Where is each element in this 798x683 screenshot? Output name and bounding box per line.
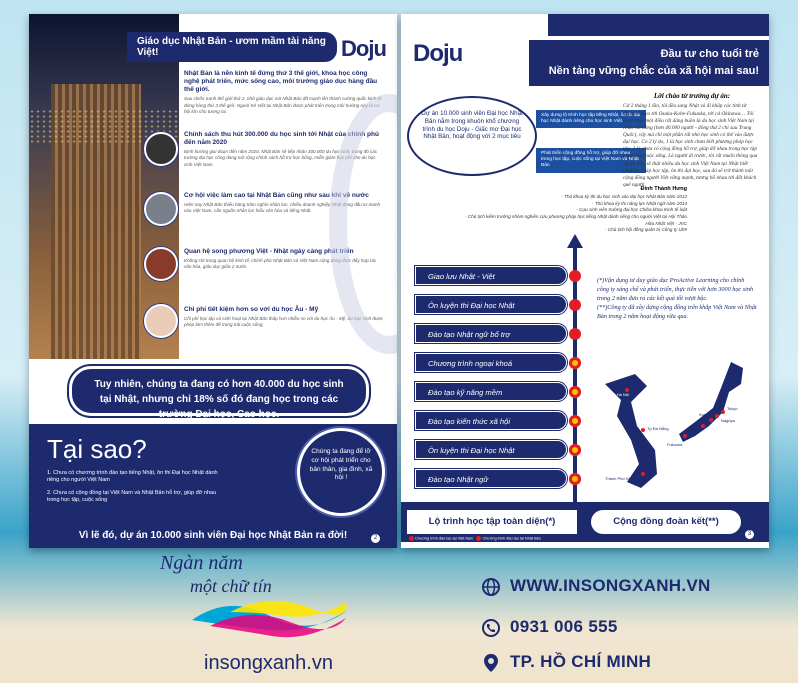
highlight-box: Tuy nhiên, chúng ta đang có hơn 40.000 du học sinh tại Nhật, nhưng chỉ 18% số đó đang học trong các trường Đại học, Cao học. <box>69 366 369 416</box>
globe-icon <box>480 576 502 598</box>
footer-left-label: Lộ trình học tập toàn diện(*) <box>407 510 577 534</box>
founder-cv: Đinh Thành Hưng - Thủ khoa kỳ thi du học sinh vào đại học Nhật Bản năm 2012 - Thủ khoa kỳ thi năng lực Nhật ngữ năm 2014 - Cựu sinh viên trường đại học Chiba khoa Kinh tế luật - Chủ tịch kiêm trưởng nhóm nghiên cứu phương pháp học tiếng Nhật dành riêng cho người Việt tại Hội Thảo Hữu Nhật Việt - JVC - Chủ tịch hội đồng quản trị Công ty Uh9 <box>465 186 687 233</box>
item-photo <box>144 192 178 226</box>
item-photo <box>144 247 178 281</box>
page-number: 2 <box>371 534 380 543</box>
roadmap-step: Ôn luyện thi Đại học Nhật <box>415 440 567 459</box>
footnotes: (*)Vận dụng tư duy giáo dục ProActive Learning cho chính công ty sáng chế và phát triển, thực tiễn với hơn 3000 học sinh trong 2 năm đưa ra các kết quả tốt vượt bậc. (**)Công ty đã xây dựng cộng đồng trên khắp Việt Nam và Nhật Bản trong 2 năm hoạt động vừa qua. <box>597 277 757 320</box>
why-point: 2. Chưa có cộng đồng tại Việt Nam và Nhật Bản hỗ trợ, giúp đỡ nhau trong học tập, cuộc sống <box>47 490 217 504</box>
roadmap-step: Giao lưu Nhật - Việt <box>415 266 567 285</box>
bubble-text: Chúng ta đang để lỡ cơ hội phát triển cho bản thân, gia đình, xã hội ! <box>309 448 373 482</box>
doju-logo: Doju <box>341 36 386 61</box>
vn-program-dot <box>569 328 581 340</box>
doju-logo: Doju <box>413 40 463 67</box>
svg-text:Nagoya: Nagoya <box>721 418 735 423</box>
svg-text:Fukuoka: Fukuoka <box>667 442 683 447</box>
list-item: Cơ hội việc làm cao tại Nhật Bản cũng như sau khi về nước Hiện nay Nhật Bản thiếu hàng trăm nghìn nhân lực, nhiều doanh nghiệp Nhật đang đầu tư mạnh vào Việt Nam, cần nguồn nhân lực hiểu văn hóa và tiếng Nhật. <box>184 192 381 214</box>
left-footer: Vì lẽ đó, dự án 10.000 sinh viên Đại học Nhật Bản ra đời! <box>29 524 397 548</box>
page-number: 3 <box>745 530 754 539</box>
brand-swirl-logo <box>190 590 350 650</box>
right-banner: Đầu tư cho tuổi trẻ Nền tảng vững chắc của xã hội mai sau! <box>529 40 769 86</box>
jp-program-star <box>569 415 581 427</box>
founder-letter: Lời chào từ trưởng dự án: Cứ 2 tháng 1 lần, tôi đều sang Nhật và đi khắp các tỉnh từ Chiba-Tokyo tới Osaka-Kobe-Fukuoka, tới cả Okinawa… Tôi nhận thấy một điều rất đáng buồn là du học sinh Việt Nam tại Nhật rất đông (hơn 40.000 người - đông thứ 2 chỉ sau Trung Quốc), vậy mà chỉ một phần rất nhỏ học sinh có thể vào được đại học. Có 2 lý do, 1 là học sinh chưa biết phương pháp học tập, 2 là chưa có cộng đồng hỗ trợ, giúp đỡ nhau trong học tập cũng như cuộc sống. Là người đi trước, tôi rất muốn thông qua dự án này, sẽ thật nhiều du học sinh Việt Nam tại Nhật biết phương pháp học tập, ôn thi đại học, sau đó sẽ trở thành một cộng đồng người Việt vững mạnh, tương hỗ nhau tới đất khách quê người. <box>623 92 758 188</box>
why-title: Tại sao? <box>47 434 147 464</box>
roadmap-step: Ôn luyện thi Đại học Nhật <box>415 295 567 314</box>
list-item: Chi phí tiết kiệm hơn so với du học Âu - Mỹ Chi phí học tập và sinh hoạt tại Nhật Bản thấp hơn nhiều so với du học Âu - Mỹ, du học sinh được phép làm thêm để trang trải cuộc sống. <box>184 306 383 328</box>
jp-program-star <box>569 357 581 369</box>
vietnam-japan-map <box>591 356 763 504</box>
roadmap-step: Đào tạo Nhật ngữ bổ trợ <box>415 324 567 343</box>
goal-tag: Xây dựng lộ trình học tập tiếng Nhật, ôn thi đại học Nhật dành riêng cho học sinh Việt. <box>536 110 646 128</box>
list-item: Quan hệ song phương Việt - Nhật ngày càng phát triển Không chỉ trong quan hệ kinh tế, chính phủ Nhật Bản và Việt Nam cũng đang thúc đẩy hợp tác văn hóa, giáo dục giữa 2 nước. <box>184 248 377 270</box>
footer-right-label: Cộng đồng đoàn kết(**) <box>591 510 741 534</box>
jp-program-star <box>569 473 581 485</box>
slogan-line1: Ngàn năm <box>160 552 243 574</box>
svg-text:Osaka: Osaka <box>691 426 703 431</box>
brochure-left-page <box>29 14 397 548</box>
list-item: Nhật Bản là nền kinh tế đứng thứ 3 thế giới, khoa học công nghệ phát triển, mức sống cao, môi trường giáo dục hàng đầu thế giới. Sau chiến tranh thế giới thứ 2, nhờ giáo dục mà Nhật Bản đã mạnh lên thành cường quốc kinh tế đứng hàng thứ 3 thế giới. Người trẻ Việt tại Nhật Bản được phát triển trong môi trường này là cơ hội lớn cho tương lai. <box>184 70 382 114</box>
phone-text[interactable]: 0931 006 555 <box>510 617 618 636</box>
city-text: TP. HỒ CHÍ MINH <box>510 652 652 671</box>
roadmap-step: Đào tạo kiến thức xã hội <box>415 411 567 430</box>
roadmap-step: Đào tạo Nhật ngữ <box>415 469 567 488</box>
jp-program-star <box>569 444 581 456</box>
phone-icon <box>480 617 502 639</box>
legend: Chương trình đào tạo tại Việt Nam Chương trình đào tạo tại Nhật Bản <box>409 536 541 541</box>
brochure-right-page <box>401 14 769 548</box>
brand-name: insongxanh.vn <box>204 652 333 674</box>
svg-text:Tp Đà Nẵng: Tp Đà Nẵng <box>647 426 669 431</box>
left-banner: Giáo dục Nhật Bản - ươm mầm tài năng Việt! <box>127 32 337 62</box>
roadmap-step: Chương trình ngoại khoá <box>415 353 567 372</box>
list-item: Chính sách thu hút 300.000 du học sinh tới Nhật của chính phủ đến năm 2020 Định hướng giai đoạn đến năm 2020, Nhật Bản sẽ tiếp nhận 300.000 du học sinh, trong đó các trường đại học công đang mở rộng chính sách hỗ trợ học bổng, miễn giảm học phí cho du học sinh Việt Nam. <box>184 131 379 167</box>
jp-program-star <box>569 386 581 398</box>
website-text[interactable]: WWW.INSONGXANH.VN <box>510 576 711 595</box>
item-photo <box>144 132 178 166</box>
arrow-head <box>567 234 583 248</box>
slogan-line2: một chữ tín <box>190 576 272 596</box>
svg-text:Thành Phố Hồ Chí Minh: Thành Phố Hồ Chí Minh <box>605 476 648 481</box>
why-point: 1. Chưa có chương trình đào tạo tiếng Nhật, ôn thi Đại học Nhật dành riêng cho người Việt Nam <box>47 470 218 484</box>
project-oval: Dự án 10.000 sinh viên Đại học Nhật Bản nằm trong khuôn khổ chương trình du học Doju - Giấc mơ Đại học Nhật Bản, hoạt động với 2 mục tiêu <box>407 96 537 176</box>
svg-text:Tokyo: Tokyo <box>727 406 738 411</box>
japan-shape <box>679 362 743 442</box>
roadmap-step: Đào tạo kỹ năng mềm <box>415 382 567 401</box>
vn-program-dot <box>569 270 581 282</box>
location-pin-icon <box>480 652 502 674</box>
item-photo <box>144 304 178 338</box>
vn-program-dot <box>569 299 581 311</box>
svg-text:Tp Hà Nội: Tp Hà Nội <box>611 392 630 397</box>
goal-tag: Phát triển cộng đồng hỗ trợ, giúp đỡ nhau trong học tập, cuộc sống tại Việt Nam và Nhật Bản <box>536 148 646 173</box>
svg-text:Kyoto: Kyoto <box>699 412 710 417</box>
top-stripe <box>401 14 769 36</box>
